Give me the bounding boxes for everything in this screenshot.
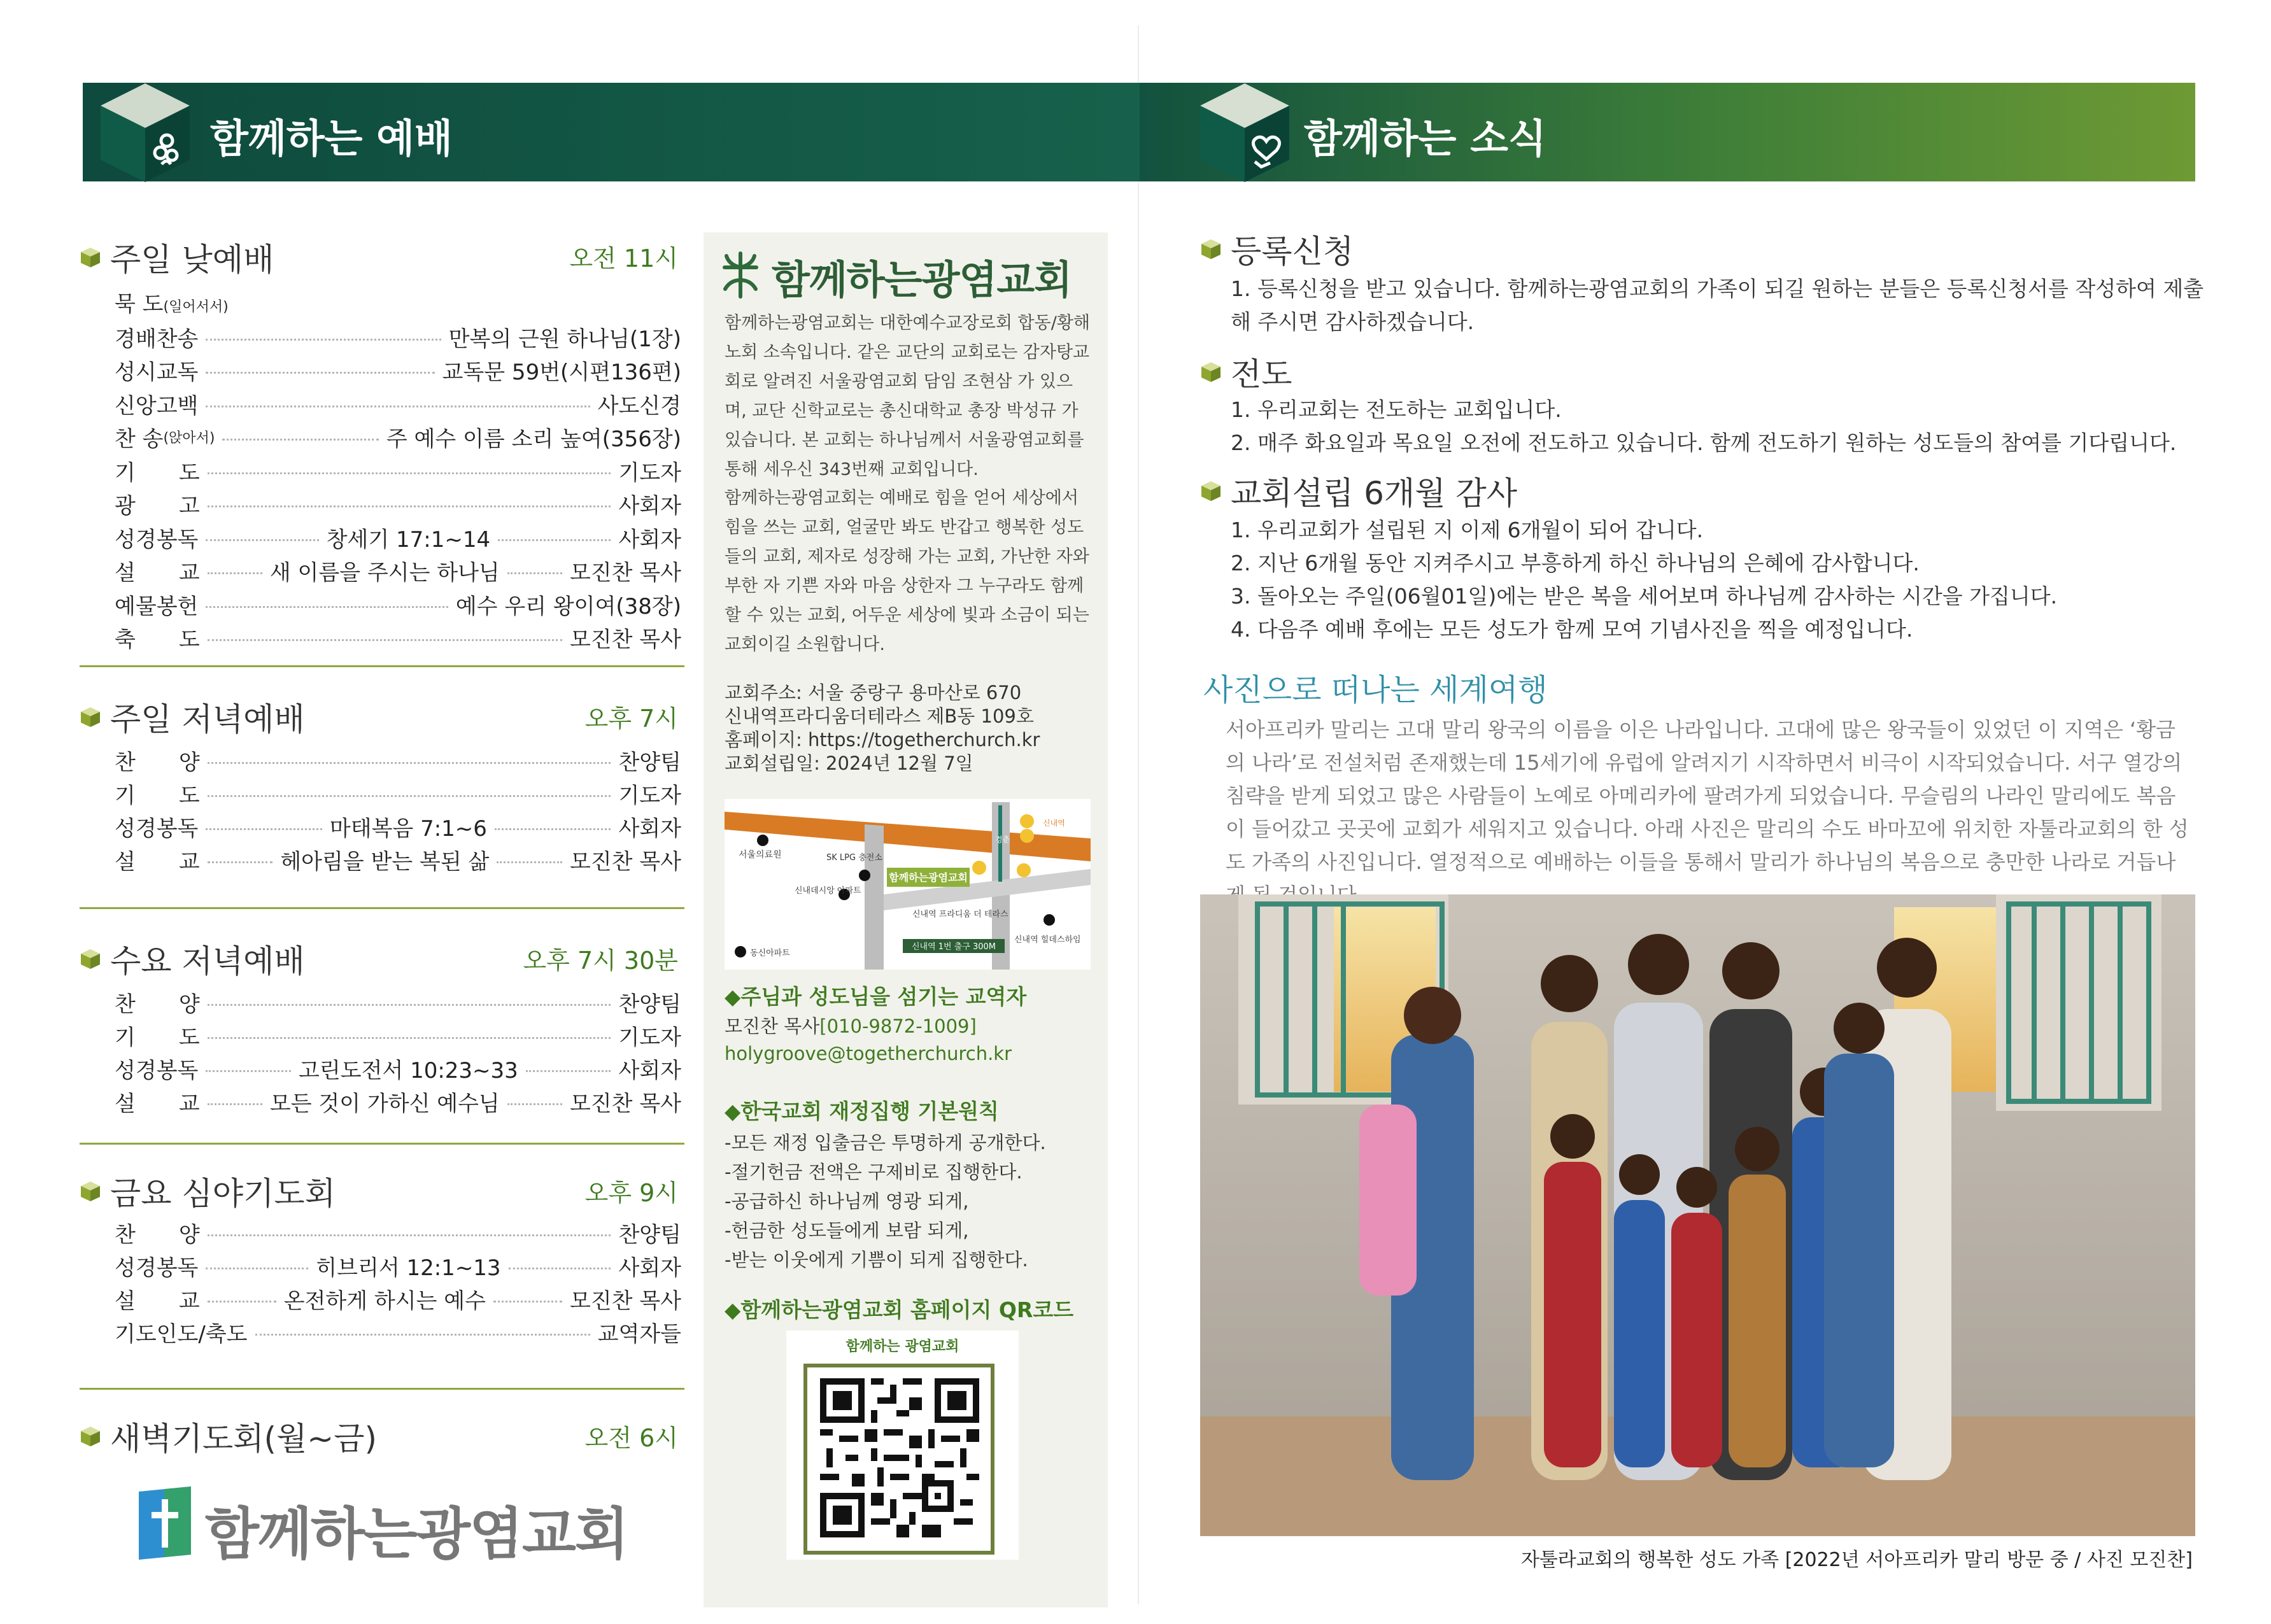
travel-body: 서아프리카 말리는 고대 말리 왕국의 이름을 이은 나라입니다. 고대에 많은 왕국들이 있었던 이 지역은 ‘황금의 나라’로 전설처럼 존재했는데 15세기에 유럽에 알려지기 시작하면서 비극이 시작되었습니다. 서구 열강의 침략을 받게 되었고 많은 사람들이 노예로 아메리카에 팔려가게 되었습니다. 무슬림의 나라인 말리에도 복음이 들어갔고 곳곳에 교회가 세워지고 있습니다. 아래 사진은 말리의 수도 바마꼬에 위치한 자툴라교회의 한 성도 가족의 사진입니다. 열정적으로 예배하는 이들을 통해서 말리가 하나님의 복음으로 충만한 나라로 거듭나 (1226, 717, 2189, 874)
section-divider (80, 665, 684, 667)
dot-leader (509, 1267, 611, 1269)
service-item-label: 기도인도/축도 (115, 1321, 248, 1347)
dot-leader (255, 1334, 590, 1336)
wednesday-time: 오후 7시 30분 (523, 947, 678, 975)
service-item-leader: 예수 우리 왕이여(38장) (455, 593, 681, 619)
map-marker (735, 946, 746, 957)
map-marker (859, 870, 870, 881)
map-marker (757, 835, 768, 846)
dot-leader (507, 572, 562, 574)
dot-leader (206, 539, 318, 541)
sunday-day-title (80, 234, 274, 280)
dot-leader (208, 861, 273, 863)
service-item-detail: 창세기 17:1~14 (326, 526, 491, 553)
anniversary-title (1200, 468, 1517, 514)
anniversary-title-text: 교회설립 6개월 감사 (1231, 475, 1517, 512)
dawn-title (80, 1413, 377, 1459)
dot-leader (208, 795, 611, 797)
section-divider (80, 1143, 684, 1145)
dot-leader (497, 861, 562, 863)
service-item-leader: 모진찬 목사 (569, 849, 682, 875)
dot-leader (208, 505, 611, 507)
service-item-leader: 찬양팀 (618, 749, 681, 775)
service-item-label: 설 교 (115, 560, 200, 586)
silent-prayer-label: 묵 도 (115, 292, 164, 317)
anniversary-line: 3. 돌아오는 주일(06월01일)에는 받은 복을 세어보며 하나님께 감사하는 시간을 가집니다. (1231, 584, 2058, 609)
anniversary-line: 1. 우리교회가 설립된 지 이제 6개월이 되어 갑니다. (1231, 518, 1704, 542)
service-item-label: 축 도 (115, 627, 200, 653)
news-banner (1140, 83, 2195, 181)
service-item-leader: 모진찬 목사 (569, 560, 682, 586)
service-item-label: 찬 송 (115, 427, 164, 452)
service-item-detail: 새 이름을 주시는 하나님 (269, 560, 500, 586)
church-location-map (725, 799, 1091, 970)
service-order-row (115, 588, 681, 621)
map-label-hospital: 서울의료원 (739, 850, 782, 860)
staff-name: 모진찬 목사 (725, 1015, 820, 1037)
service-item-label: 설 교 (115, 849, 200, 875)
dot-leader (507, 1103, 562, 1105)
dot-leader (206, 828, 322, 830)
wednesday-title (80, 936, 305, 982)
service-item-leader: 교독문 59번(시편136편) (442, 360, 681, 385)
service-item-label: 성시교독 (115, 360, 199, 385)
service-item-leader: 만복의 근원 하나님(1장) (448, 326, 681, 352)
service-item-leader: 사회자 (618, 1057, 682, 1084)
map-label-terrace: 신내역 프라디움 더 테라스 (912, 910, 1008, 919)
staff-line (725, 1012, 977, 1038)
service-item-label: 기 도 (115, 460, 200, 486)
section-divider (80, 1388, 684, 1390)
dot-leader (208, 1037, 611, 1039)
sunday-day-time: 오전 11시 (569, 244, 678, 272)
service-order-row (115, 488, 681, 521)
service-item-detail: 마태복음 7:1~6 (329, 816, 487, 842)
service-order-row (115, 810, 681, 843)
church-emblem-icon (718, 250, 763, 300)
news-banner-title: 함께하는 소식 (1304, 115, 1546, 162)
service-item-label: 찬 양 (115, 749, 200, 775)
silent-prayer-note: (일어서서) (163, 299, 229, 315)
service-order-row (115, 1019, 681, 1052)
cube-bullet-icon (1200, 361, 1222, 383)
cube-icon (101, 80, 190, 182)
service-order-row (115, 354, 681, 387)
anniversary-line: 2. 지난 6개월 동안 지켜주시고 부흥하게 하신 하나님의 은혜에 감사합니다. (1231, 551, 1920, 575)
service-order-row (115, 554, 681, 588)
service-order-row (115, 387, 681, 420)
map-label-exit: 신내역 1번 출구 300M (911, 942, 996, 952)
evangelism-line: 1. 우리교회는 전도하는 교회입니다. (1231, 397, 1562, 422)
service-order-row (115, 777, 681, 810)
service-order-row (115, 843, 681, 876)
cube-icon (1200, 80, 1289, 182)
section-divider (80, 907, 684, 909)
qr-code-icon[interactable] (820, 1378, 979, 1537)
cube-bullet-icon (80, 706, 101, 728)
map-label-apartment: 신내데시앙 아파트 (795, 886, 861, 896)
service-item-label: 찬 양 (115, 991, 200, 1017)
service-order-row (115, 621, 681, 654)
registration-line: 1. 등록신청을 받고 있습니다. 함께하는광염교회의 가족이 되길 원하는 분들은 등록신청서를 작성하여 제출 (1231, 276, 2204, 301)
church-address-block (725, 681, 1040, 775)
dawn-time: 오전 6시 (584, 1424, 678, 1452)
founding-date-line: 교회설립일: 2024년 12월 7일 (725, 752, 973, 774)
service-item-detail: 온전하게 하시는 예수 (283, 1288, 486, 1314)
worship-banner (83, 83, 1140, 181)
evangelism-line: 2. 매주 화요일과 목요일 오전에 전도하고 있습니다. 함께 전도하기 원하는 성도들의 참여를 기다립니다. (1231, 430, 2177, 455)
wednesday-title-text: 수요 저녁예배 (110, 943, 305, 980)
service-order-row (115, 1052, 681, 1085)
service-order-row (115, 1249, 681, 1282)
registration-title (1200, 226, 1354, 272)
cube-bullet-icon (1200, 238, 1222, 260)
service-item-label: 기 도 (115, 1024, 200, 1050)
dot-leader (206, 1070, 291, 1072)
finance-line: -받는 이웃에게 기쁨이 되게 집행한다. (725, 1249, 1028, 1271)
dot-leader (526, 1070, 611, 1072)
church-logo-text: 함께하는광염교회 (205, 1501, 628, 1567)
service-item-label: 기 도 (115, 782, 200, 808)
cube-bullet-icon (80, 1180, 101, 1202)
map-label-gyeongchun: 경춘 (995, 835, 1010, 844)
qr-label: 함께하는 광염교회 (845, 1339, 959, 1355)
service-order-row (115, 454, 681, 487)
service-order-row (115, 744, 681, 777)
staff-phone: [010-9872-1009] (819, 1015, 977, 1037)
service-item-leader: 사회자 (618, 526, 682, 553)
anniversary-line: 4. 다음주 예배 후에는 모든 성도가 함께 모여 기념사진을 찍을 예정입니다. (1231, 617, 1913, 642)
finance-line: -절기헌금 전액은 구제비로 집행한다. (725, 1161, 1022, 1183)
service-item-leader: 기도자 (618, 782, 681, 808)
dot-leader (206, 1267, 308, 1269)
service-item-leader: 사회자 (618, 493, 681, 519)
service-item-leader: 교역자들 (597, 1321, 681, 1347)
family-photo (1200, 894, 2195, 1536)
sunday-evening-time: 오후 7시 (584, 705, 678, 733)
friday-title-text: 금요 심야기도회 (110, 1175, 336, 1212)
qr-heading: ◆함께하는광염교회 홈페이지 QR코드 (725, 1297, 1074, 1322)
dot-leader (206, 406, 590, 407)
dot-leader (208, 639, 562, 641)
dot-leader (222, 439, 378, 441)
service-item-leader: 기도자 (618, 460, 681, 486)
finance-line: -헌금한 성도들에게 보람 되게, (725, 1220, 969, 1241)
service-item-detail: 고린도전서 10:23~33 (299, 1057, 518, 1084)
service-item-label: 광 고 (115, 493, 200, 519)
service-item-leader: 찬양팀 (618, 991, 681, 1017)
church-logo-icon (139, 1486, 191, 1560)
staff-heading: ◆주님과 성도님을 섬기는 교역자 (725, 984, 1027, 1009)
silent-prayer-line (115, 286, 229, 318)
service-item-note: (앉아서) (163, 430, 215, 446)
service-order-row (115, 320, 681, 353)
dot-leader (208, 1103, 262, 1105)
service-item-label: 찬 양 (115, 1222, 200, 1248)
side-header-title: 함께하는광염교회 (772, 257, 1072, 303)
service-item-label: 설 교 (115, 1091, 200, 1117)
dot-leader (206, 372, 434, 374)
service-item-leader: 모진찬 목사 (569, 1091, 682, 1117)
service-item-label: 성경봉독 (115, 526, 199, 553)
map-label-dongsin: 동신아파트 (750, 949, 790, 958)
service-item-label: 경배찬송 (115, 326, 199, 352)
service-item-leader: 찬양팀 (618, 1222, 681, 1248)
service-item-detail: 모든 것이 가하신 예수님 (269, 1091, 500, 1117)
address-line: 신내역프라디움더테라스 제B동 109호 (725, 705, 1034, 727)
dot-leader (208, 472, 611, 474)
map-label-lpg: SK LPG 충전소 (826, 853, 882, 863)
friday-title (80, 1168, 336, 1214)
dot-leader (208, 762, 611, 764)
service-order-row (115, 421, 681, 454)
service-item-leader: 모진찬 목사 (569, 627, 681, 653)
service-item-leader: 사도신경 (597, 393, 681, 419)
dot-leader (495, 828, 611, 830)
address-line: 교회주소: 서울 중랑구 용마산로 670 (725, 682, 1022, 703)
travel-title: 사진으로 떠나는 세계여행 (1203, 672, 1548, 708)
service-item-leader: 주 예수 이름 소리 높여(356장) (386, 427, 681, 452)
church-intro-paragraph-2: 함께하는광염교회는 예배로 힘을 얻어 세상에서 힘을 쓰는 교회, 얼굴만 봐도 반갑고 행복한 성도들의 교회, 제자로 성장해 가는 교회, 가난한 자와 부한 자 기쁜 자와 마음 상한자 그 누구라도 함께 할 수 있는 교회, 어두운 세상에 빛과 소금이 되는 교회이길 소원합니다. (725, 488, 1089, 654)
dot-leader (206, 606, 448, 608)
map-label-hildesheim: 신내역 힐데스하임 (1014, 935, 1081, 945)
map-label-church: 함께하는광염교회 (889, 872, 968, 884)
dawn-title-text: 새벽기도회(월~금) (110, 1420, 378, 1457)
dot-leader (208, 1301, 276, 1303)
friday-time: 오후 9시 (584, 1179, 678, 1207)
sunday-day-title-text: 주일 낮예배 (110, 241, 274, 278)
finance-heading: ◆한국교회 재정집행 기본원칙 (725, 1099, 999, 1124)
cube-bullet-icon (80, 246, 101, 268)
service-order-row (115, 1216, 681, 1249)
page-fold-divider (1138, 25, 1139, 1604)
finance-principles (725, 1128, 1046, 1274)
service-order-row (115, 1315, 681, 1348)
dot-leader (498, 539, 611, 541)
service-order-row (115, 1085, 681, 1118)
service-item-label: 성경봉독 (115, 1057, 199, 1084)
church-intro-paragraph-1: 함께하는광염교회는 대한예수교장로회 합동/황해노회 소속입니다. 같은 교단의 교회로는 감자탕교회로 알려진 서울광염교회 담임 조현삼 가 있으며, 교단 신학교로는 총신대학교 총장 박성규 가 있습니다. 본 교회는 하나님께서 서울광염교회를 통해 세우신 343번째 교회입니다. (725, 313, 1090, 479)
service-item-label: 예물봉헌 (115, 593, 199, 619)
cube-bullet-icon (80, 1425, 101, 1447)
evangelism-title (1200, 349, 1292, 395)
dot-leader (493, 1301, 562, 1303)
service-item-leader: 사회자 (618, 816, 681, 842)
service-order-row (115, 985, 681, 1019)
finance-line: -모든 재정 입출금은 투명하게 공개한다. (725, 1132, 1046, 1154)
service-item-detail: 헤아림을 받는 복된 삶 (280, 849, 490, 875)
service-item-leader: 사회자 (618, 1255, 682, 1281)
service-item-leader: 기도자 (618, 1024, 681, 1050)
service-order-row (115, 521, 681, 554)
staff-email-link[interactable]: holygroove@togetherchurch.kr (725, 1043, 1012, 1064)
dot-leader (208, 1004, 611, 1006)
service-item-label: 설 교 (115, 1288, 200, 1314)
dot-leader (208, 1234, 611, 1236)
service-item-detail: 히브리서 12:1~13 (316, 1255, 501, 1281)
map-label-station: 신내역 (1043, 819, 1065, 828)
photo-caption: 자툴라교회의 행복한 성도 가족 [2022년 서아프리카 말리 방문 중 / 사진 모진찬] (1520, 1549, 2193, 1571)
map-marker (1044, 914, 1055, 926)
service-item-label: 성경봉독 (115, 1255, 199, 1281)
sunday-evening-title (80, 694, 305, 740)
homepage-line: 홈페이지: https://togetherchurch.kr (725, 729, 1040, 751)
finance-line: -공급하신 하나님께 영광 되게, (725, 1190, 969, 1212)
service-item-leader: 모진찬 목사 (569, 1288, 682, 1314)
family-photo-illustration (1200, 894, 2195, 1536)
sunday-evening-title-text: 주일 저녁예배 (110, 701, 305, 738)
evangelism-title-text: 전도 (1231, 356, 1292, 393)
service-order-row (115, 1282, 681, 1315)
cube-bullet-icon (1200, 480, 1222, 502)
dot-leader (206, 339, 441, 341)
registration-line: 해 주시면 감사하겠습니다. (1231, 309, 1475, 334)
worship-banner-title: 함께하는 예배 (210, 115, 453, 162)
dot-leader (208, 572, 262, 574)
service-item-label: 성경봉독 (115, 816, 199, 842)
service-item-label: 신앙고백 (115, 393, 199, 419)
registration-title-text: 등록신청 (1231, 233, 1354, 270)
cube-bullet-icon (80, 948, 101, 970)
